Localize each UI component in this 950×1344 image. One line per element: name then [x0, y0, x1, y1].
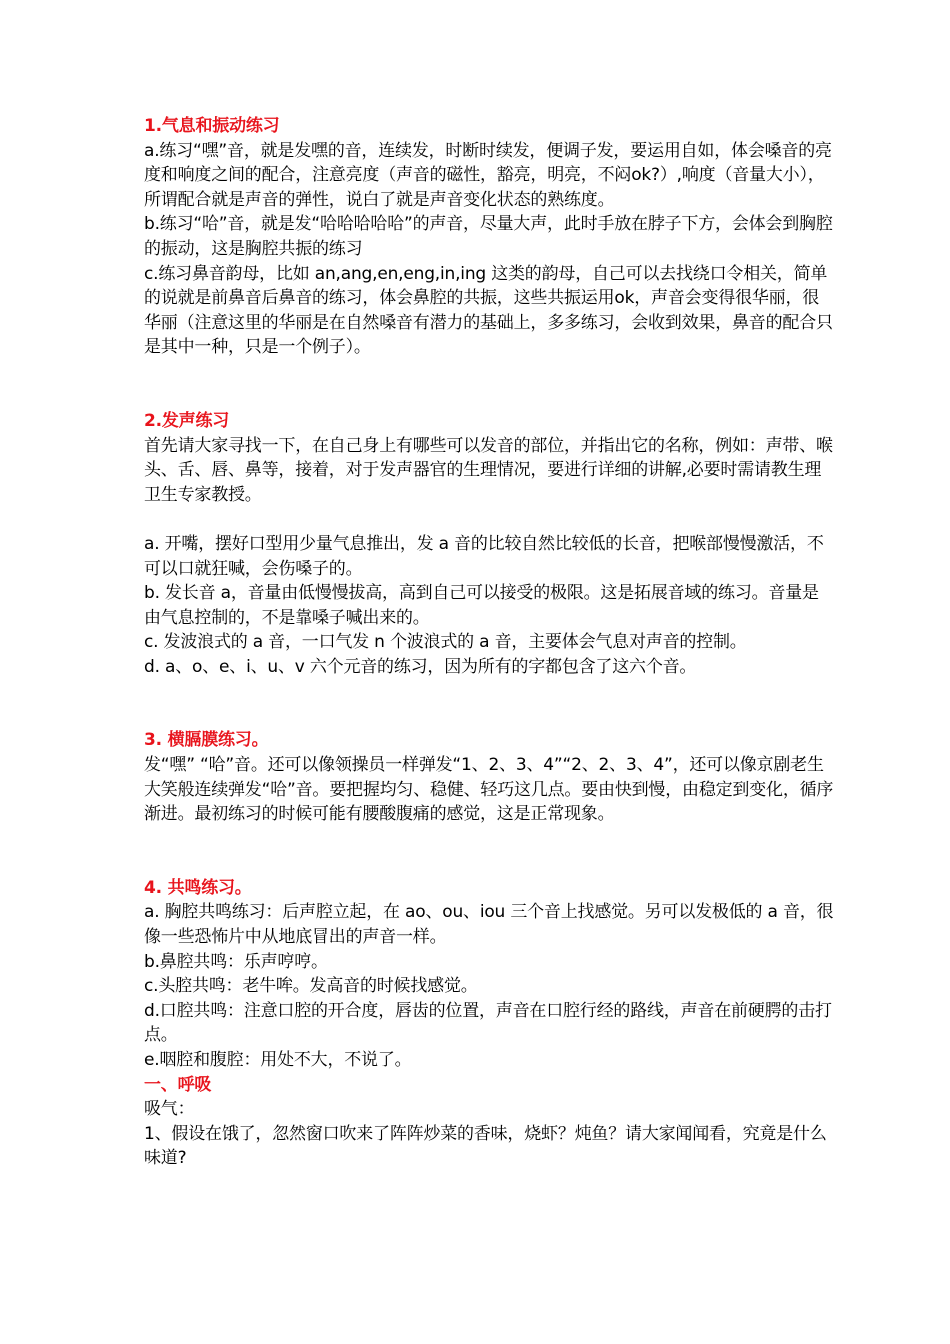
- list-item-nasal-resonance: b.鼻腔共鸣：乐声哼哼。: [144, 951, 328, 972]
- section-heading-diaphragm: 3. 横膈膜练习。: [144, 730, 269, 751]
- spacer: [144, 507, 834, 532]
- list-item-oral-resonance: d.口腔共鸣：注意口腔的开合度，唇齿的位置，声音在口腔行经的路线，声音在前硬腭的击打点。: [144, 1000, 832, 1046]
- list-item-wave-a: c. 发波浪式的 a 音，一口气发 n 个波浪式的 a 音，主要体会气息对声音的控制。: [144, 632, 747, 653]
- spacer: [144, 360, 834, 409]
- list-item-head-resonance: c.头腔共鸣：老牛哞。发高音的时候找感觉。: [144, 976, 478, 997]
- paragraph-nasal-finals: c.练习鼻音韵母，比如 an,ang,en,eng,in,ing 这类的韵母，自己可以去找绕口令相关，简单的说就是前鼻音后鼻音的练习，体会鼻腔的共振，这些共振运用ok，声音会变得很华丽，很华丽（注意这里的华丽是在自然嗓音有潜力的基础上，多多练习，会收到效果，鼻音的配合只是其中一种，只是一个例子）。: [144, 263, 833, 358]
- list-item-open-mouth: a. 开嘴，摆好口型用少量气息推出，发 a 音的比较自然比较低的长音，把喉部慢慢激活，不可以口就狂喊，会伤嗓子的。: [144, 533, 824, 579]
- paragraph-inhale-label: 吸气：: [144, 1099, 195, 1120]
- paragraph-diaphragm-exercise: 发“嘿” “哈”音。还可以像领操员一样弹发“1、2、3、4”“2、2、3、4”，还可以像京剧老生大笑般连续弹发“哈”音。要把握均匀、稳健、轻巧这几点。要由快到慢，由稳定到变化，循序渐进。最初练习的时候可能有腰酸腹痛的感觉，这是正常现象。: [144, 755, 834, 825]
- section-heading-breath-vibration: 1.气息和振动练习: [144, 116, 280, 136]
- section-heading-vocalization: 2.发声练习: [144, 410, 230, 431]
- list-item-six-vowels: d. a、o、e、i、u、v 六个元音的练习，因为所有的字都包含了这六个音。: [144, 656, 697, 677]
- section-heading-breathing: 一、呼吸: [144, 1074, 212, 1095]
- document-body: [144, 114, 834, 1171]
- list-item-long-a: b. 发长音 a，音量由低慢慢拔高，高到自己可以接受的极限。这是拓展音域的练习。音量是由气息控制的，不是靠嗓子喊出来的。: [144, 583, 819, 628]
- spacer: [144, 679, 834, 728]
- paragraph-vocal-organs: 首先请大家寻找一下，在自己身上有哪些可以发音的部位，并指出它的名称，例如：声带、喉头、舌、唇、鼻等，接着，对于发声器官的生理情况，要进行详细的讲解,必要时需请教生理卫生专家教授。: [144, 435, 833, 505]
- paragraph-inhale-exercise-1: 1、假设在饿了，忽然窗口吹来了阵阵炒菜的香味，烧虾？炖鱼？请大家闻闻看，究竟是什么味道?: [144, 1123, 827, 1169]
- section-heading-resonance: 4. 共鸣练习。: [144, 877, 252, 898]
- paragraph-hei-exercise: a.练习“嘿”音，就是发嘿的音，连续发，时断时续发，便调子发，要运用自如，体会嗓音的亮度和响度之间的配合，注意亮度（声音的磁性，豁亮，明亮，不闷ok?）,响度（音量大小），所谓配合就是声音的弹性，说白了就是声音变化状态的熟练度。: [144, 140, 832, 210]
- list-item-pharynx-abdomen: e.咽腔和腹腔：用处不大，不说了。: [144, 1050, 412, 1070]
- spacer: [144, 827, 834, 876]
- paragraph-ha-exercise: b.练习“哈”音，就是发“哈哈哈哈哈”的声音，尽量大声，此时手放在脖子下方，会体会到胸腔的振动，这是胸腔共振的练习: [144, 214, 833, 259]
- list-item-chest-resonance: a. 胸腔共鸣练习：后声腔立起，在 ao、ou、iou 三个音上找感觉。另可以发极低的 a 音，很像一些恐怖片中从地底冒出的声音一样。: [144, 902, 834, 948]
